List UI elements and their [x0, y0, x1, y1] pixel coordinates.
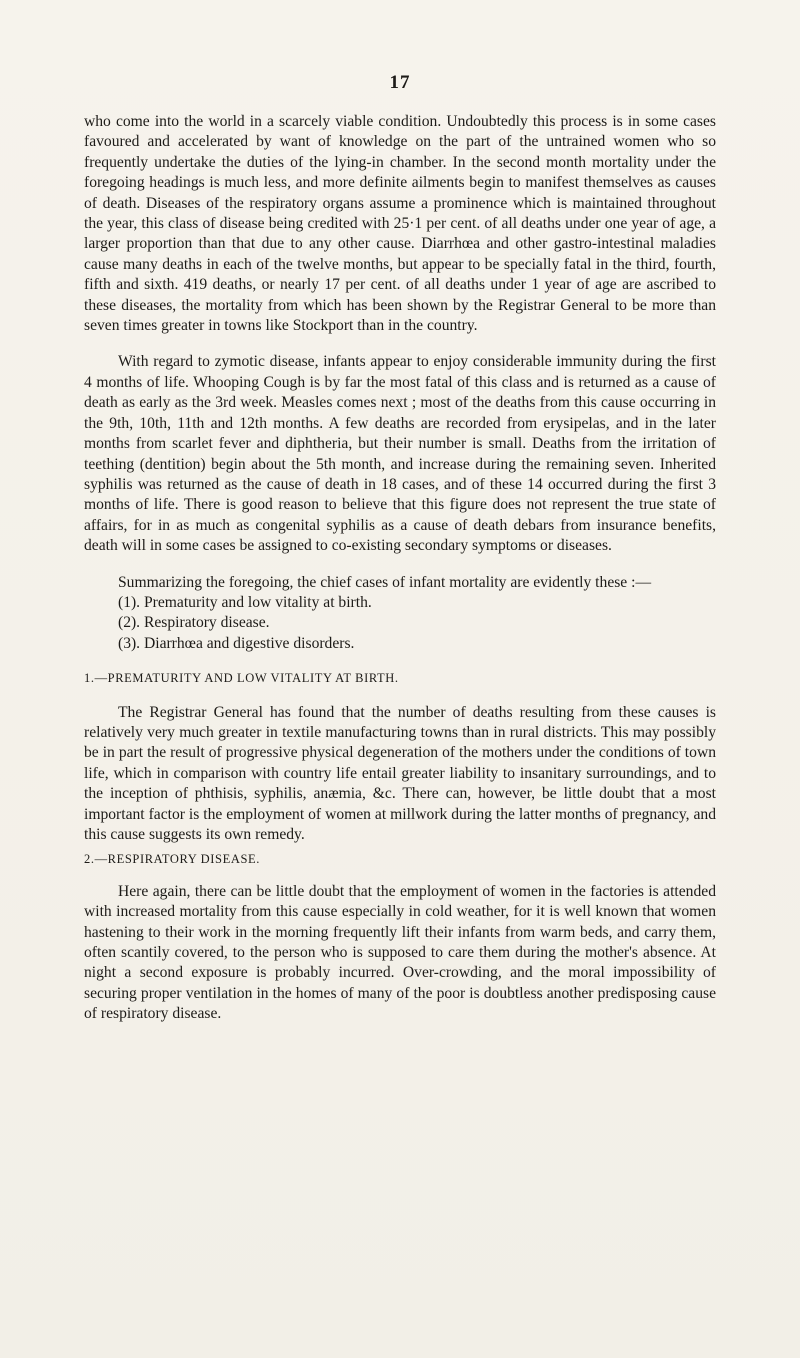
body-text	[84, 112, 716, 1025]
paragraph-zymotic-disease: With regard to zymotic disease, infants appear to enjoy considerable immunity during the first 4 months of life. Whooping Cough is by far the most fatal of this class and is returned as a cause of death as early as the 3rd week. Measles comes next ; most of the deaths from this cause occurring in the 9th, 10th, 11th and 12th months. A few deaths are recorded from erysipelas, and in the later months from scarlet fever and diphtheria, but their number is small. Deaths from the irritation of teething (dentition) begin about the 5th month, and increase during the remaining seven. Inherited syphilis was returned as the cause of death in 18 cases, and of these 14 occurred during the first 3 months of life. There is good reason to believe that this figure does not represent the true state of affairs, for in as much as congenital syphilis as a cause of death debars from insurance benefits, death will in some cases be assigned to co-existing secondary symptoms or diseases.	[84, 353, 716, 555]
section-heading-prematurity: 1.—PREMATURITY AND LOW VITALITY AT BIRTH.	[84, 671, 399, 686]
paragraph-respiratory: Here again, there can be little doubt that the employment of women in the factories is attended with increased mortality from this cause especially in cold weather, for it is well known that women hastening to their work in the morning frequently lift their infants from warm beds, and carry them, often scantily covered, to the person who is supposed to care them during the mother's absence. At night a second exposure is probably incurred. Over-crowding, and the moral impossibility of securing proper ventilation in the homes of many of the poor is doubtless another predisposing cause of respiratory disease.	[84, 882, 716, 1023]
paragraph-prematurity: The Registrar General has found that the number of deaths resulting from these causes is relatively very much greater in textile manufacturing towns than in rural districts. This may possibly be in part the result of progressive physical degeneration of the mothers under the conditions of town life, which in comparison with country life entail greater liability to insanitary surroundings, and to the inception of phthisis, syphilis, anæmia, &c. There can, however, be little doubt that a most important factor is the employment of women at millwork during the latter months of pregnancy, and this cause suggests its own remedy.	[84, 703, 716, 843]
page-number: 17	[389, 72, 411, 93]
paragraph-summary-intro: Summarizing the foregoing, the chief cases of infant mortality are evidently these :—	[118, 573, 652, 591]
section-heading-respiratory: 2.—RESPIRATORY DISEASE.	[84, 852, 260, 867]
list-item: (3). Diarrhœa and digestive disorders.	[118, 634, 355, 652]
paragraph-infant-mortality-continued: who come into the world in a scarcely viable condition. Undoubtedly this process is in some cases favoured and accelerated by want of knowledge on the part of the untrained women who so frequently undertake the duties of the lying-in chamber. In the second month mortality under the foregoing headings is much less, and more definite ailments begin to manifest themselves as causes of death. Diseases of the respiratory organs assume a prominence which is maintained throughout the year, this class of disease being credited with 25·1 per cent. of all deaths under one year of age, a larger proportion than that due to any other cause. Diarrhœa and other gastro-intestinal maladies cause many deaths in each of the twelve months, but appear to be specially fatal in the third, fourth, fifth and sixth. 419 deaths, or nearly 17 per cent. of all deaths under 1 year of age are ascribed to these diseases, the mortality from which has been shown by the Registrar General to be more than seven times greater in towns like Stockport than in the country.	[84, 113, 716, 335]
list-item: (2). Respiratory disease.	[118, 614, 270, 632]
causes-list	[84, 593, 716, 654]
list-item: (1). Prematurity and low vitality at birth.	[118, 593, 372, 611]
